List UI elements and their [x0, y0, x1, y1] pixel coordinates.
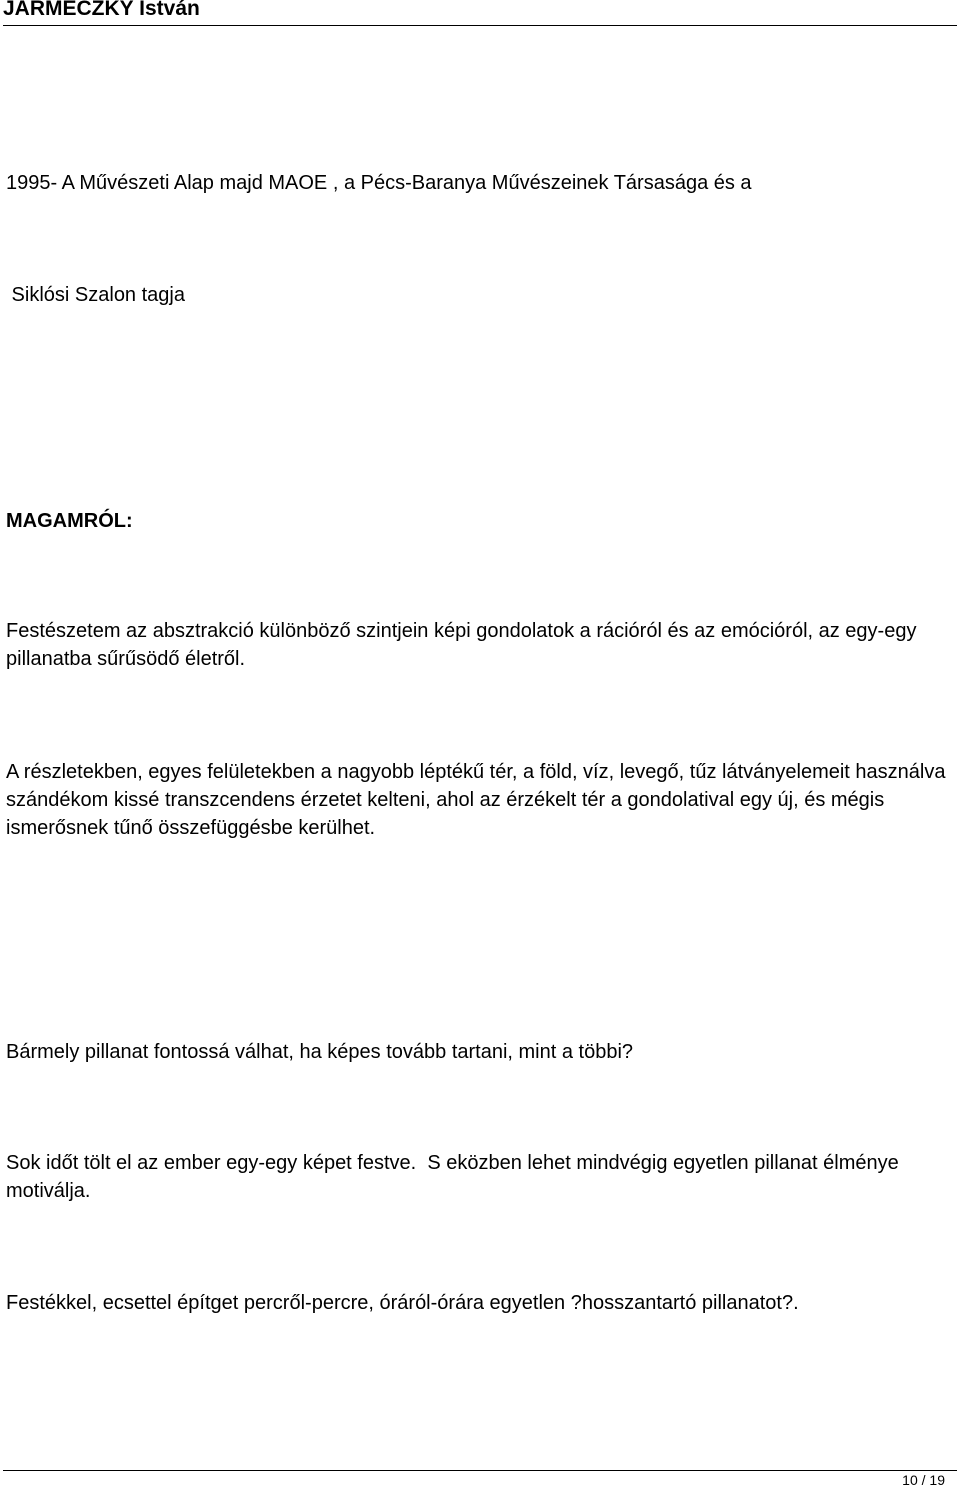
footer-divider	[3, 1470, 957, 1471]
paragraph-sok-idot: Sok időt tölt el az ember egy-egy képet festve. S eközben lehet mindvégig egyetlen pillanat élménye motiválja.	[6, 1152, 905, 1202]
section-heading-magamrol: MAGAMRÓL:	[6, 510, 133, 532]
paragraph-siklosi-szalon: Siklósi Szalon tagja	[6, 284, 185, 306]
header-divider	[3, 25, 957, 26]
paragraph-festeszetem: Festészetem az absztrakció különböző szintjein képi gondolatok a rációról és az emócióról, az egy-egy pillanatba sűrűsödő életről.	[6, 620, 917, 670]
paragraph-membership: 1995- A Művészeti Alap majd MAOE , a Pécs-Baranya Művészeinek Társasága és a	[6, 172, 752, 194]
paragraph-festekkel: Festékkel, ecsettel építget percről-percre, óráról-órára egyetlen ?hosszantartó pillanatot?.	[6, 1292, 799, 1314]
document-header-title: JARMECZKY István	[3, 0, 200, 20]
page-number: 10 / 19	[902, 1472, 945, 1488]
paragraph-barmely-pillanat: Bármely pillanat fontossá válhat, ha képes tovább tartani, mint a többi?	[6, 1041, 634, 1063]
paragraph-reszletekben: A részletekben, egyes felületekben a nagyobb léptékű tér, a föld, víz, levegő, tűz látványelemeit használva szándékom kissé transzcendens érzetet kelteni, ahol az érzékelt tér a gondolatival egy új, és mégis ismerősnek tűnő összefüggésbe kerülhet.	[6, 761, 946, 839]
